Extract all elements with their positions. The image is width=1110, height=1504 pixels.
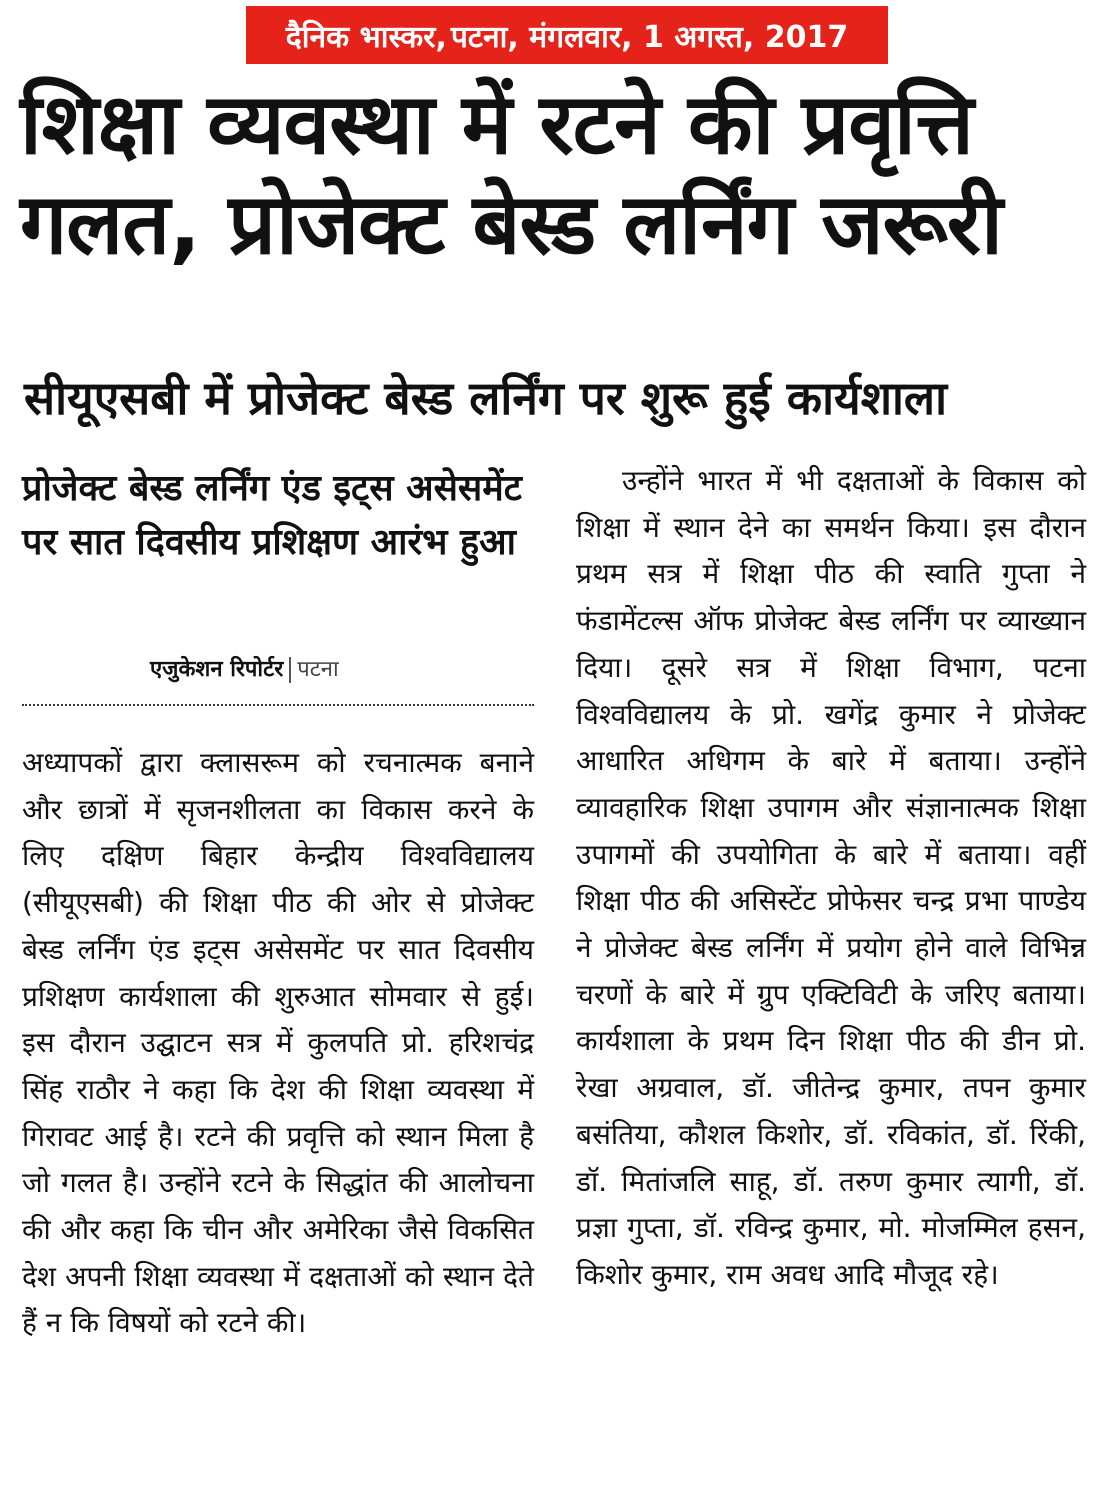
dateline: पटना, मंगलवार, 1 अगस्त, 2017 bbox=[450, 19, 849, 55]
byline-reporter: एजुकेशन रिपोर्टर bbox=[150, 657, 284, 682]
body-column-right: उन्होंने भारत में भी दक्षताओं के विकास को शिक्षा में स्थान देने का समर्थन किया। इस दौरान प्रथम सत्र में शिक्षा पीठ की स्वाति गुप्ता ने फंडामेंटल्स ऑफ प्रोजेक्ट बेस्ड लर्निंग पर व्याख्यान दिया। दूसरे सत्र में शिक्षा विभाग, पटना विश्वविद्यालय के प्रो. खगेंद्र कुमार ने प्रोजेक्ट आधारित अधिगम के बारे में बताया। उन्होंने व्यावहारिक शिक्षा उपागम और संज्ञानात्मक शिक्षा उपागमों की उपयोगिता के बारे में बताया। वहीं शिक्षा पीठ की असिस्टेंट प्रोफेसर चन्द्र प्रभा पाण्डेय ने प्रोजेक्ट बेस्ड लर्निंग में प्रयोग होने वाले विभिन्न चरणों के बारे में ग्रुप एक्टिविटी के जरिए बताया। कार्यशाला के प्रथम दिन शिक्षा पीठ की डीन प्रो. रेखा अग्रवाल, डॉ. जीतेन्द्र कुमार, तपन कुमार बसंतिया, कौशल किशोर, डॉ. रविकांत, डॉ. रिंकी, डॉ. मितांजलि साहू, डॉ. तरुण कुमार त्यागी, डॉ. प्रज्ञा गुप्ता, डॉ. रविन्द्र कुमार, मो. मोजम्मिल हसन, किशोर कुमार, राम अवध आदि मौजूद रहे। bbox=[576, 464, 1086, 1291]
masthead-banner bbox=[246, 6, 888, 64]
headline-line-2: गलत, प्रोजेक्ट बेस्ड लर्निंग जरूरी bbox=[20, 175, 1002, 273]
newspaper-name: दैनिक भास्कर, bbox=[285, 19, 447, 55]
body-column-left: अध्यापकों द्वारा क्लासरूम को रचनात्मक बनाने और छात्रों में सृजनशीलता का विकास करने के लिए दक्षिण बिहार केन्द्रीय विश्वविद्यालय (सीयूएसबी) की शिक्षा पीठ की ओर से प्रोजेक्ट बेस्ड लर्निंग एंड इट्स असेसमेंट पर सात दिवसीय प्रशिक्षण कार्यशाला की शुरुआत सोमवार से हुई। इस दौरान उद्घाटन सत्र में कुलपति प्रो. हरिशचंद्र सिंह राठौर ने कहा कि देश की शिक्षा व्यवस्था में गिरावट आई है। रटने की प्रवृत्ति को स्थान मिला है जो गलत है। उन्होंने रटने के सिद्धांत की आलोचना की और कहा कि चीन और अमेरिका जैसे विकसित देश अपनी शिक्षा व्यवस्था में दक्षताओं को स्थान देते हैं न कि विषयों को रटने की। bbox=[22, 746, 534, 1340]
byline bbox=[150, 652, 400, 688]
headline bbox=[20, 74, 1090, 274]
subheadline: सीयूएसबी में प्रोजेक्ट बेस्ड लर्निंग पर शुरू हुई कार्यशाला bbox=[24, 371, 947, 425]
byline-separator bbox=[289, 657, 291, 683]
dotted-divider bbox=[22, 704, 534, 706]
byline-place: पटना bbox=[297, 657, 339, 682]
headline-line-1: शिक्षा व्यवस्था में रटने की प्रवृत्ति bbox=[20, 75, 973, 173]
deck-heading: प्रोजेक्ट बेस्ड लर्निंग एंड इट्स असेसमेंट पर सात दिवसीय प्रशिक्षण आरंभ हुआ bbox=[22, 468, 522, 563]
